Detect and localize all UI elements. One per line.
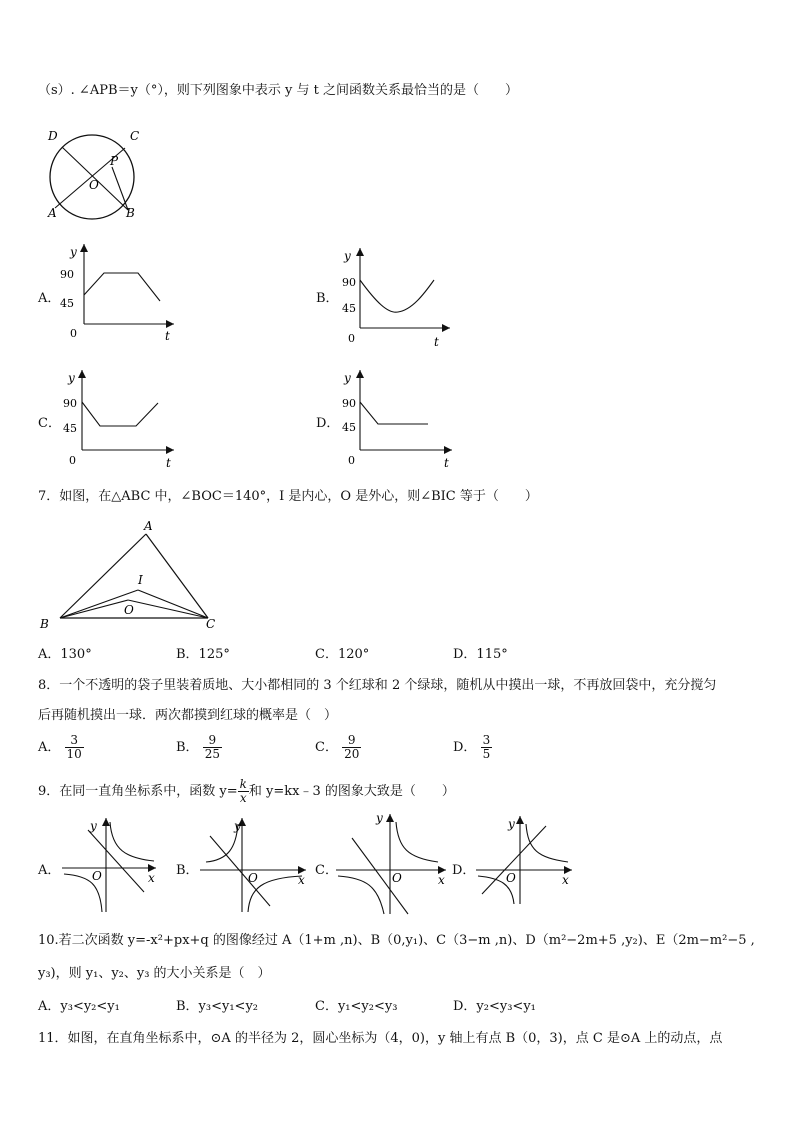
denominator: 10	[66, 747, 82, 761]
tick-90: 90	[60, 268, 74, 281]
q7-option-a[interactable]: A．130°	[38, 647, 92, 662]
q9-stem	[38, 778, 455, 805]
q6-graph-a	[62, 242, 182, 342]
q10-option-a[interactable]: A．y₃<y₂<y₁	[38, 999, 120, 1014]
q6-stem: （s）. ∠APB＝y（°），则下列图象中表示 y 与 t 之间函数关系最恰当的是（ ）	[38, 83, 518, 98]
q11-stem: 11．如图，在直角坐标系中，⊙A 的半径为 2，圆心坐标为（4，0)，y 轴上有点 B（0，3)，点 C 是⊙A 上的动点，点	[38, 1031, 723, 1046]
label-A: A	[144, 519, 153, 533]
q6-graph-d	[336, 368, 460, 470]
q9-graph-c	[334, 810, 452, 916]
q9-stem-pre: 9．在同一直角坐标系中，函数 y=	[38, 784, 238, 799]
option-label: C．	[315, 740, 338, 755]
q8-stem-line1: 8．一个不透明的袋子里装着质地、大小都相同的 3 个红球和 2 个绿球，随机从中摸出一球，不再放回袋中，充分搅匀	[38, 678, 717, 693]
axis-x: x	[562, 873, 569, 887]
label-O: O	[124, 603, 134, 617]
axis-y: y	[344, 249, 351, 263]
q8-option-c[interactable]	[315, 734, 361, 761]
q6-graph-c	[62, 368, 182, 470]
q8-stem-line2: 后再随机摸出一球．两次都摸到红球的概率是（ ）	[38, 708, 338, 723]
denominator: 5	[482, 747, 491, 761]
q9-graph-d	[474, 814, 578, 906]
fraction	[203, 734, 222, 761]
axis-y: y	[90, 819, 97, 833]
q8-option-a[interactable]	[38, 734, 84, 761]
axis-t: t	[444, 456, 449, 470]
tick-45: 45	[60, 297, 74, 310]
tick-45: 45	[63, 422, 77, 435]
q6-circle-figure	[40, 122, 150, 226]
option-label: B．	[176, 740, 199, 755]
q9-graph-b	[198, 816, 312, 916]
label-O: O	[89, 178, 99, 192]
tick-0: 0	[70, 327, 77, 340]
tick-0: 0	[69, 454, 76, 467]
label-D: D	[48, 129, 58, 143]
origin-o: O	[92, 869, 102, 883]
tick-0: 0	[348, 454, 355, 467]
q8-option-d[interactable]	[453, 734, 492, 761]
label-P: P	[110, 154, 119, 168]
label-B: B	[126, 206, 135, 220]
axis-y: y	[344, 371, 351, 385]
tick-90: 90	[342, 276, 356, 289]
numerator: k	[239, 777, 247, 791]
tick-90: 90	[342, 397, 356, 410]
q6-option-b-label[interactable]: B．	[316, 291, 339, 306]
axis-y: y	[70, 245, 77, 259]
label-I: I	[138, 573, 143, 587]
k-over-x-fraction	[238, 778, 249, 805]
denominator: 25	[204, 747, 220, 761]
q8-option-b[interactable]	[176, 734, 222, 761]
origin-o: O	[506, 871, 516, 885]
q6-option-c-label[interactable]: C．	[38, 416, 61, 431]
label-C: C	[130, 129, 140, 143]
q10-option-b[interactable]: B．y₃<y₁<y₂	[176, 999, 259, 1014]
axis-t: t	[434, 335, 439, 349]
label-C: C	[206, 617, 216, 631]
q9-graph-a	[60, 816, 164, 916]
label-B: B	[40, 617, 49, 631]
tick-90: 90	[63, 397, 77, 410]
q9-option-d-label[interactable]: D．	[452, 863, 476, 878]
origin-o: O	[392, 871, 402, 885]
q6-graph-b	[336, 244, 456, 348]
origin-o: O	[248, 871, 258, 885]
numerator: 3	[482, 733, 491, 747]
q6-option-d-label[interactable]: D．	[316, 416, 340, 431]
axis-t: t	[165, 329, 170, 343]
q7-stem: 7．如图，在△ABC 中，∠BOC＝140°，I 是内心，O 是外心，则∠BIC 等于（ ）	[38, 489, 538, 504]
tick-45: 45	[342, 302, 356, 315]
fraction	[65, 734, 84, 761]
q10-stem-line2: y₃)，则 y₁、y₂、y₃ 的大小关系是（ ）	[38, 966, 271, 981]
q10-option-c[interactable]: C．y₁<y₂<y₃	[315, 999, 398, 1014]
q6-option-a-label[interactable]: A．	[38, 291, 61, 306]
fraction	[342, 734, 361, 761]
numerator: 9	[203, 734, 222, 748]
q10-stem-line1: 10.若二次函数 y=-x²+px+q 的图像经过 A（1+m ,n)、B（0,y₁)、C（3−m ,n)、D（m²−2m+5 ,y₂)、E（2m−m²−5 ,	[38, 933, 755, 948]
axis-y: y	[234, 819, 241, 833]
axis-y: y	[376, 811, 383, 825]
q9-option-a-label[interactable]: A．	[38, 863, 61, 878]
numerator: 9	[342, 734, 361, 748]
q7-triangle-figure	[38, 518, 228, 634]
label-A: A	[48, 206, 57, 220]
tick-45: 45	[342, 421, 356, 434]
denominator: x	[239, 791, 247, 805]
axis-t: t	[166, 456, 171, 470]
q7-option-d[interactable]: D．115°	[453, 647, 508, 662]
axis-y: y	[508, 817, 515, 831]
axis-y: y	[68, 371, 75, 385]
q10-option-d[interactable]: D．y₂<y₃<y₁	[453, 999, 536, 1014]
tick-0: 0	[348, 332, 355, 345]
q7-option-b[interactable]: B．125°	[176, 647, 230, 662]
fraction	[481, 734, 493, 761]
axis-x: x	[438, 873, 445, 887]
q7-option-c[interactable]: C．120°	[315, 647, 370, 662]
q9-option-b-label[interactable]: B．	[176, 863, 199, 878]
numerator: 3	[65, 734, 84, 748]
option-label: A．	[38, 740, 61, 755]
axis-x: x	[148, 871, 155, 885]
denominator: 20	[344, 747, 360, 761]
q9-option-c-label[interactable]: C．	[315, 863, 338, 878]
axis-x: x	[298, 873, 305, 887]
q9-stem-post: 和 y=kx﹣3 的图象大致是（ ）	[248, 784, 455, 799]
option-label: D．	[453, 740, 477, 755]
